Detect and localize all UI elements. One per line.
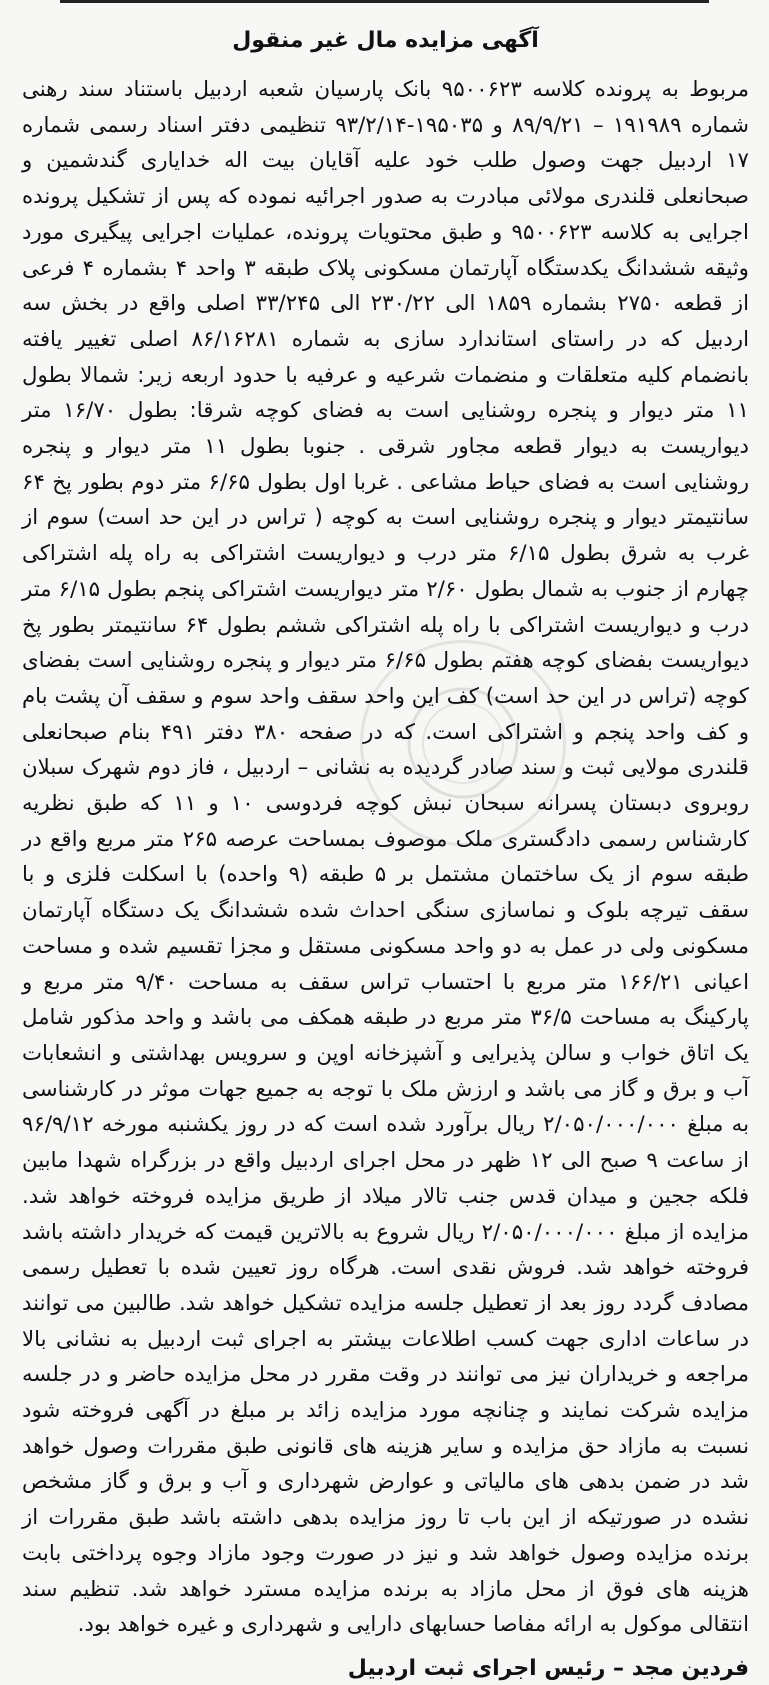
notice-signature: فردین مجد – رئیس اجرای ثبت اردبیل (347, 1655, 749, 1681)
top-divider (60, 0, 709, 3)
notice-title: آگهی مزایده مال غیر منقول (232, 28, 539, 53)
notice-body: مربوط به پرونده کلاسه ۹۵۰۰۶۲۳ بانک پارسیان شعبه اردبیل باستناد سند رهنی شماره ۱۹۱۹۸۹ – ۸۹/۹/۲۱ و ۱۹۵۰۳۵-۹۳/۲/۱۴ تنظیمی دفتر اسناد رسمی شماره ۱۷ اردبیل جهت وصول طلب خود علیه آقایان بیت اله خدایاری گندشمین و صبحانعلی قلندری مولائی مبادرت به صدور اجرائیه نموده که پس از تشکیل پرونده اجرایی به کلاسه ۹۵۰۰۶۲۳ و طبق محتویات پرونده، عملیات اجرایی پیگیری مورد وثیقه ششدانگ یکدستگاه آپارتمان مسکونی پلاک طبقه ۳ واحد ۴ بشماره ۴ فرعی از قطعه ۲۷۵۰ بشماره ۱۸۵۹ الی ۲۳۰/۲۲ الی ۳۳/۲۴۵ اصلی واقع در بخش سه اردبیل که در راستای استاندارد سازی به شماره ۸۶/۱۶۲۸۱ اصلی تغییر یافته بانضمام کلیه متعلقات و منضمات شرعیه و عرفیه با حدود اربعه زیر: شمالا بطول ۱۱ متر دیوار و پنجره روشنایی است به فضای کوچه شرقا: بطول ۱۶/۷۰ متر دیواریست به دیوار قطعه مجاور شرقی . جنوبا بطول ۱۱ متر دیوار و پنجره روشنایی است به فضای حیاط مشاعی . غربا اول بطول ۶/۶۵ متر دوم بطور پخ ۶۴ سانتیمتر دیوار و پنجره روشنایی است به کوچه ( تراس در این حد است) سوم از غرب به شرق بطول ۶/۱۵ متر درب و دیواریست اشتراکی به راه پله اشتراکی چهارم از جنوب به شمال بطول ۲/۶۰ متر دیواریست اشتراکی پنجم بطول ۶/۱۵ متر درب و دیواریست اشتراکی با راه پله اشتراکی ششم بطول ۶۴ سانتیمتر بطور پخ دیواریست بفضای کوچه هفتم بطول ۶/۶۵ متر دیوار و پنجره روشنایی است بفضای کوچه (تراس در این حد است) کف این واحد سقف واحد سوم و سقف آن پشت بام و کف واحد پنجم و اشتراکی است. که در صفحه ۳۸۰ دفتر ۴۹۱ بنام صبحانعلی قلندری مولایی ثبت و سند صادر گردیده به نشانی – اردبیل ، فاز دوم شهرک سبلان روبروی دبستان پسرانه سبحان نبش کوچه فردوسی ۱۰ و ۱۱ که طبق نظریه کارشناس رسمی دادگستری ملک موصوف بمساحت عرصه ۲۶۵ متر مربع واقع در طبقه سوم از یک ساختمان مشتمل بر ۵ طبقه (۹ واحده) با اسکلت فلزی و با سقف تیرچه بلوک و نماسازی سنگی احداث شده ششدانگ یک دستگاه آپارتمان مسکونی ولی در عمل به دو واحد مسکونی مستقل و مجزا تقسیم شده و مساحت اعیانی ۱۶۶/۲۱ متر مربع با احتساب تراس سقف به مساحت ۹/۴۰ متر مربع و پارکینگ به مساحت ۳۶/۵ متر مربع در طبقه همکف می باشد و واحد مذکور شامل یک اتاق خواب و سالن پذیرایی و آشپزخانه اوپن و سرویس بهداشتی و انشعابات آب و برق و گاز می باشد و ارزش ملک با توجه به جمیع جهات موثر در کارشناسی به مبلغ ۲/۰۵۰/۰۰۰/۰۰۰ ریال برآورد شده است که در روز یکشنبه مورخه ۹۶/۹/۱۲ از ساعت ۹ صبح الی ۱۲ ظهر در محل اجرای اردبیل واقع در بزرگراه شهدا مابین فلکه ججین و میدان قدس جنب تالار میلاد از طریق مزایده فروخته خواهد شد. مزایده از مبلغ ۲/۰۵۰/۰۰۰/۰۰۰ ریال شروع به بالاترین قیمت که خریدار داشته باشد فروخته خواهد شد. فروش نقدی است. هرگاه روز تعیین شده با تعطیل رسمی مصادف گردد روز بعد از تعطیل جلسه مزایده تشکیل خواهد شد. طالبین می توانند در ساعات اداری جهت کسب اطلاعات بیشتر به اجرای ثبت اردبیل به نشانی بالا مراجعه و خریداران نیز می توانند در وقت مقرر در محل مزایده حاضر و در جلسه مزایده شرکت نمایند و چنانچه مورد مزایده زائد بر مبلغ در آگهی فروخته شود نسبت به مازاد حق مزایده و سایر هزینه های قانونی طبق مقررات وصول خواهد شد در ضمن بدهی های مالیاتی و عوارض شهرداری و آب و برق و گاز مشخص نشده در صورتیکه از این باب تا روز مزایده بدهی داشته باشد طبق مقررات از برنده مزایده وصول خواهد شد و نیز در صورت وجود مازاد وجوه پرداختی بابت هزینه های فوق از محل مازاد به برنده مزایده مسترد خواهد شد. تنظیم سند انتقالی موکول به ارائه مفاصا حسابهای دارایی و شهرداری و غیره خواهد بود. (22, 77, 750, 1638)
